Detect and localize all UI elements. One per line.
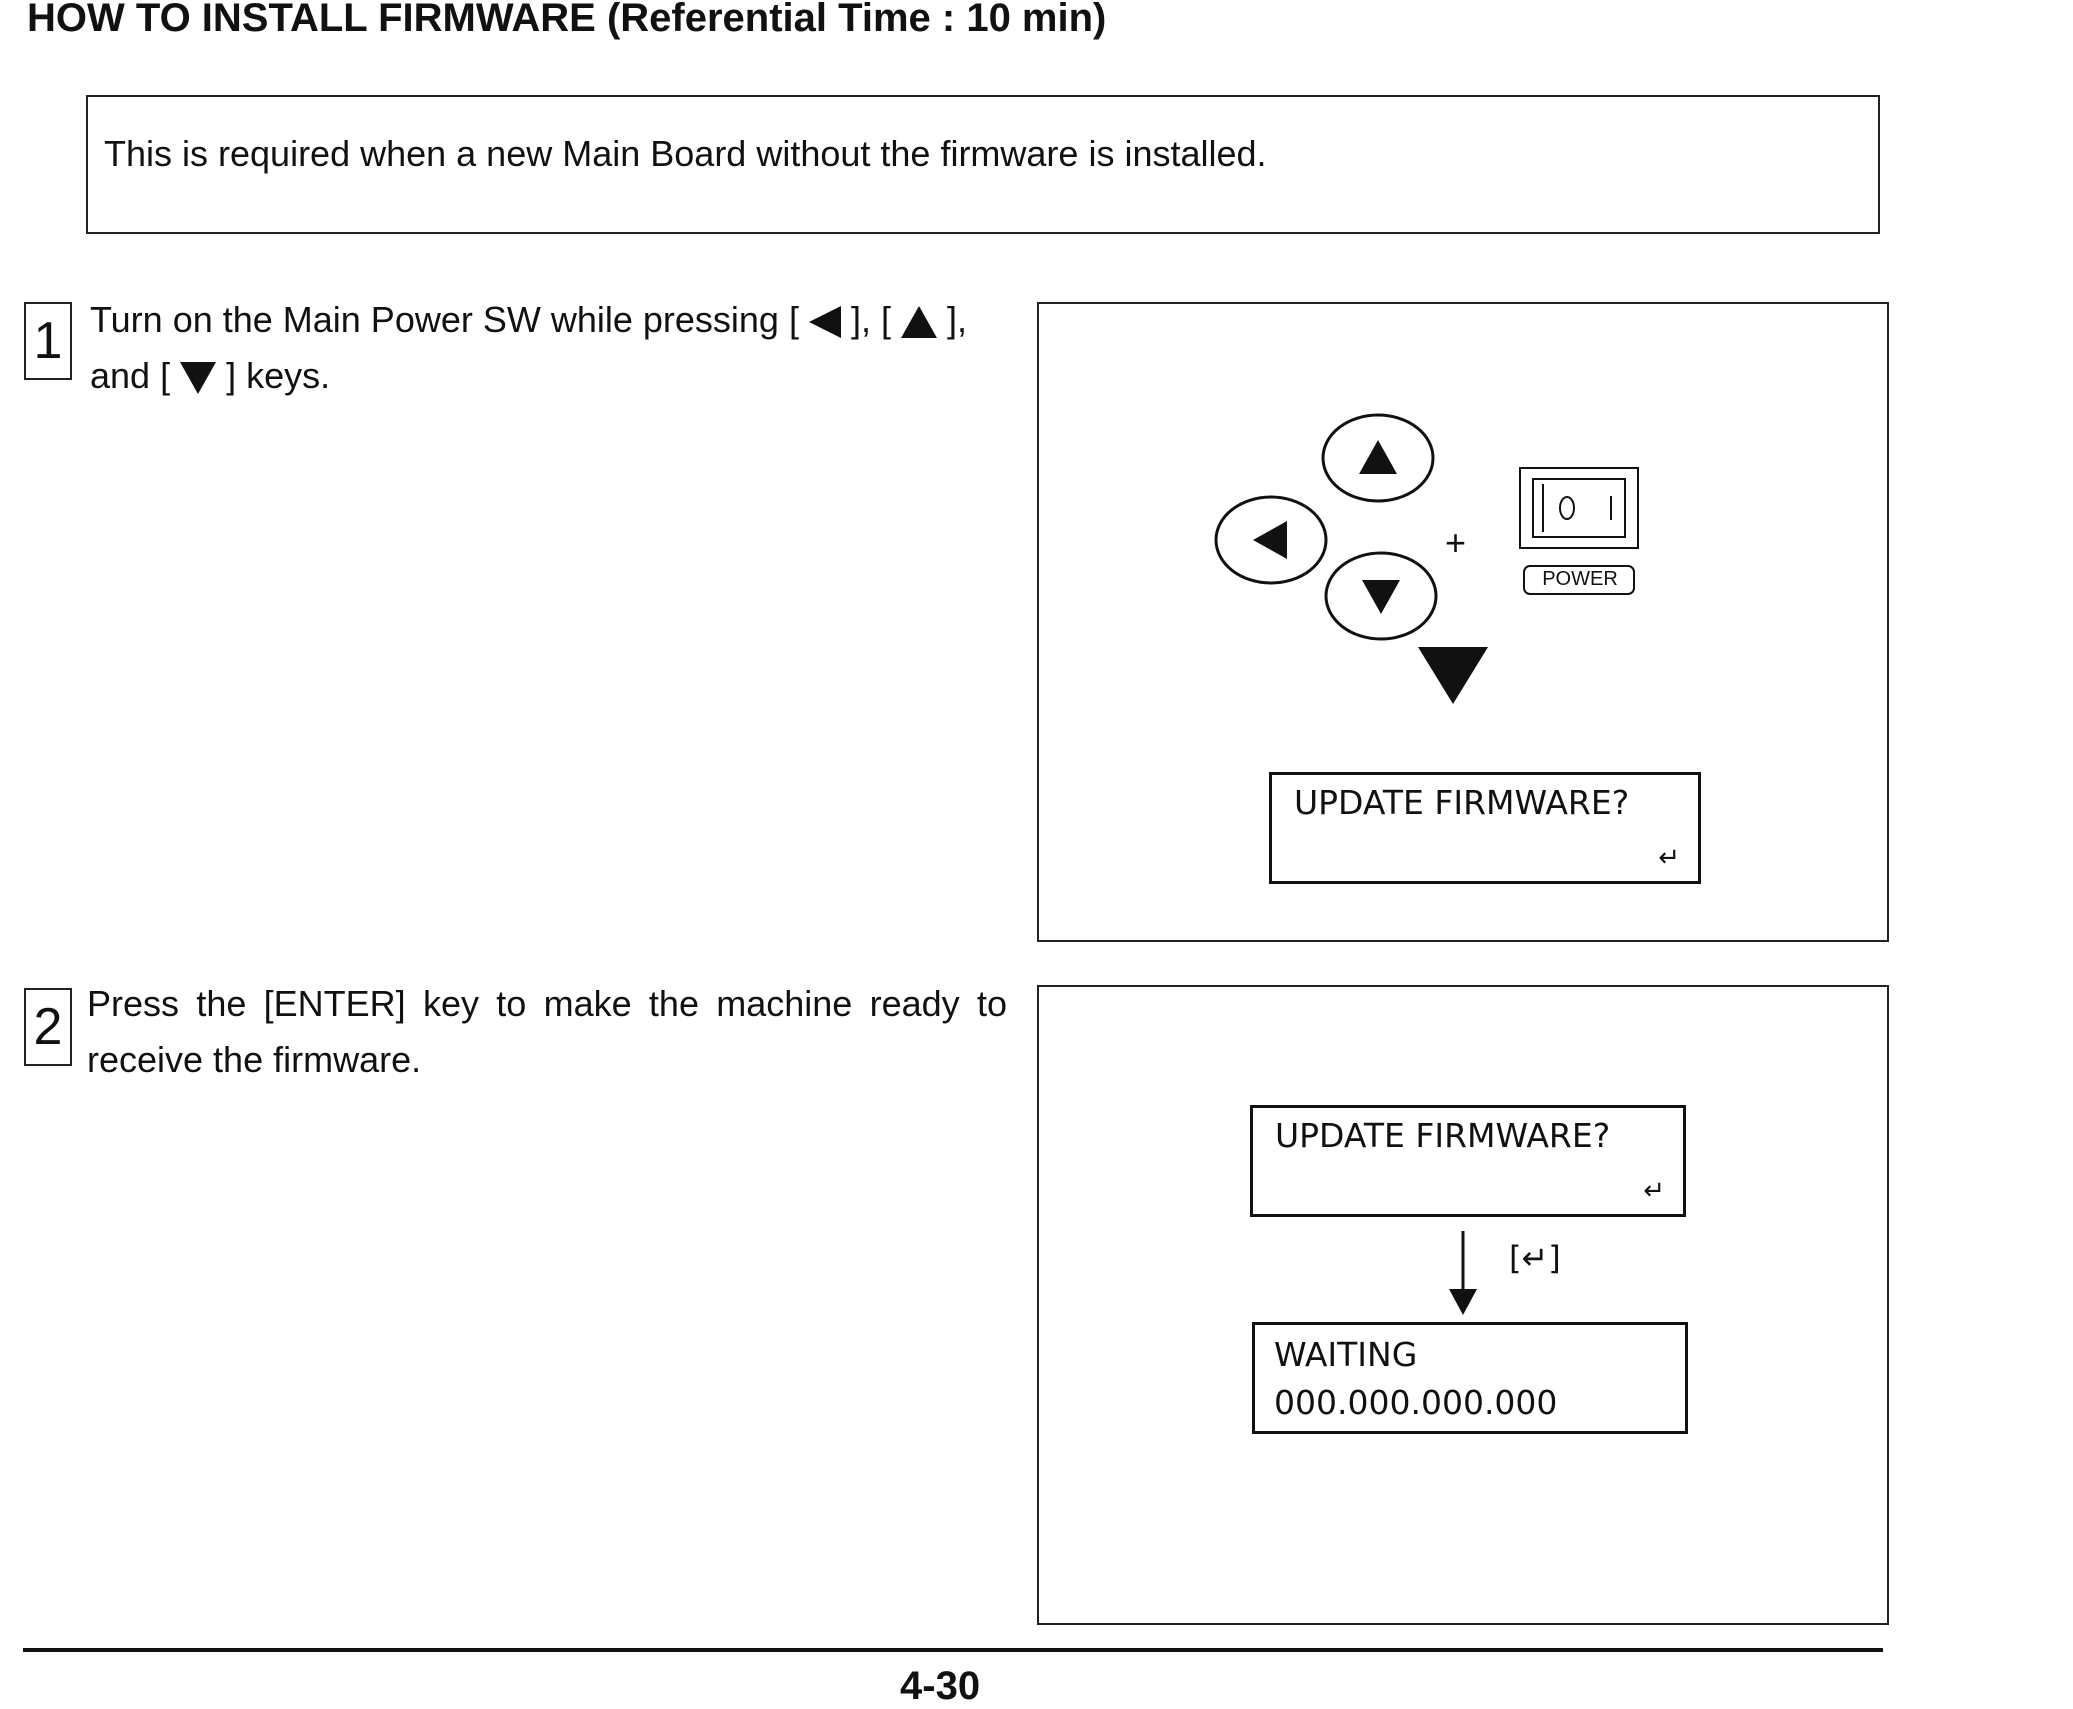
lcd-line-2: 000.000.000.000: [1274, 1383, 1558, 1422]
enter-icon: ↵: [1658, 843, 1680, 873]
step-1-text-c: ],: [947, 299, 968, 340]
up-arrow-key-icon: [901, 306, 937, 338]
down-arrow-icon: [1449, 1289, 1477, 1315]
lcd-display: [1269, 772, 1701, 884]
power-label: POWER: [1542, 568, 1618, 590]
plus-sign: +: [1445, 522, 1467, 563]
lcd-line-1: UPDATE FIRMWARE?: [1294, 783, 1630, 822]
step-1-number: 1: [24, 302, 72, 380]
up-key-icon: [1323, 415, 1433, 501]
lcd-line-1: WAITING: [1274, 1335, 1418, 1374]
step-1-text-a: Turn on the Main Power SW while pressing [: [90, 299, 799, 340]
step-1-text-d: and [: [90, 355, 171, 396]
left-arrow-key-icon: [809, 306, 841, 338]
down-key-icon: [1326, 553, 1436, 639]
note-box: [86, 95, 1880, 234]
flow-arrow-icon: [1418, 647, 1488, 704]
down-arrow-key-icon: [180, 362, 216, 394]
figure-1-panel: [1037, 302, 1889, 942]
step-1-text: [90, 292, 1020, 404]
figure-2-panel: [1037, 985, 1889, 1625]
step-2-text: Press the [ENTER] key to make the machine ready to receive the firmware.: [87, 983, 1007, 1080]
enter-icon: ↵: [1643, 1176, 1665, 1206]
page-number: 4-30: [900, 1664, 981, 1708]
step-1-text-e: ] keys.: [226, 355, 331, 396]
enter-key-label: [↵]: [1509, 1239, 1561, 1277]
footer-divider: [23, 1648, 1883, 1652]
left-key-icon: [1216, 497, 1326, 583]
step-1-text-b: ], [: [851, 299, 892, 340]
step-2-number: 2: [24, 988, 72, 1066]
note-text: This is required when a new Main Board without the firmware is installed.: [104, 133, 1267, 174]
lcd-line-1: UPDATE FIRMWARE?: [1275, 1116, 1611, 1155]
lcd-display-after: [1252, 1322, 1688, 1434]
page-title: HOW TO INSTALL FIRMWARE (Referential Time : 10 min): [27, 0, 1107, 40]
flow-arrow: [1039, 987, 1891, 1627]
